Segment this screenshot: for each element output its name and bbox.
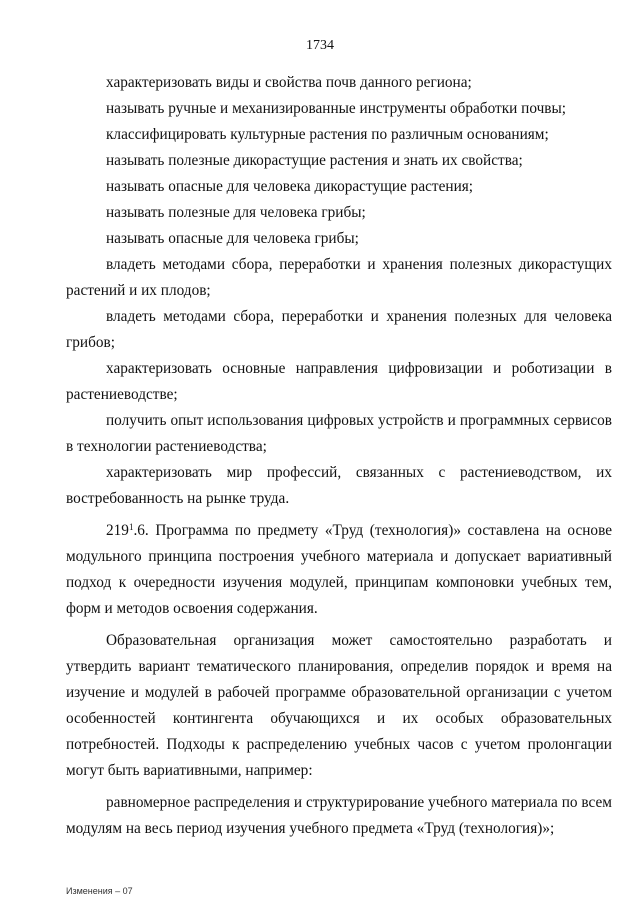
list-item: называть опасные для человека дикорастущие растения; bbox=[106, 178, 474, 195]
section-text: Программа по предмету «Труд (технология)» составлена на основе модульного принципа построения учебного материала и допускает вариативный подход к очередности изучения модулей, принципам компоновки учебных тем, форм и методов освоения содержания. bbox=[66, 522, 612, 617]
section-number-superscript: 1 bbox=[128, 522, 134, 532]
list-item: характеризовать основные направления цифровизации и роботизации в растениеводстве; bbox=[66, 360, 612, 403]
document-body bbox=[66, 70, 612, 842]
list-item: называть полезные дикорастущие растения и знать их свойства; bbox=[106, 152, 523, 169]
section-number-tail: .6. bbox=[133, 522, 149, 539]
list-item: получить опыт использования цифровых устройств и программных сервисов в технологии растениеводства; bbox=[66, 412, 612, 455]
list-item: владеть методами сбора, переработки и хранения полезных для человека грибов; bbox=[66, 308, 612, 351]
section-number: 219 bbox=[106, 522, 129, 539]
list-item: характеризовать мир профессий, связанных с растениеводством, их востребованность на рынке труда. bbox=[66, 464, 612, 507]
section-paragraph bbox=[66, 518, 612, 622]
list-item: называть опасные для человека грибы; bbox=[106, 230, 359, 247]
list-item: характеризовать виды и свойства почв данного региона; bbox=[106, 74, 472, 91]
list-item: классифицировать культурные растения по различным основаниям; bbox=[106, 126, 549, 143]
page-number: 1734 bbox=[306, 38, 334, 53]
list-item: называть полезные для человека грибы; bbox=[106, 204, 366, 221]
list-item: владеть методами сбора, переработки и хранения полезных дикорастущих растений и их плодов; bbox=[66, 256, 612, 299]
footer-note: Изменения – 07 bbox=[66, 886, 133, 896]
paragraph: равномерное распределения и структурирование учебного материала по всем модулям на весь период изучения учебного предмета «Труд (технология)»; bbox=[66, 794, 612, 837]
list-item: называть ручные и механизированные инструменты обработки почвы; bbox=[106, 100, 567, 117]
paragraph: Образовательная организация может самостоятельно разработать и утвердить вариант тематического планирования, определив порядок и время на изучение и модулей в рабочей программе образовательной организации с учетом особенностей контингента обучающихся и их особых образовательных потребностей. Подходы к распределению учебных часов с учетом пролонгации могут быть вариативными, например: bbox=[66, 632, 612, 779]
